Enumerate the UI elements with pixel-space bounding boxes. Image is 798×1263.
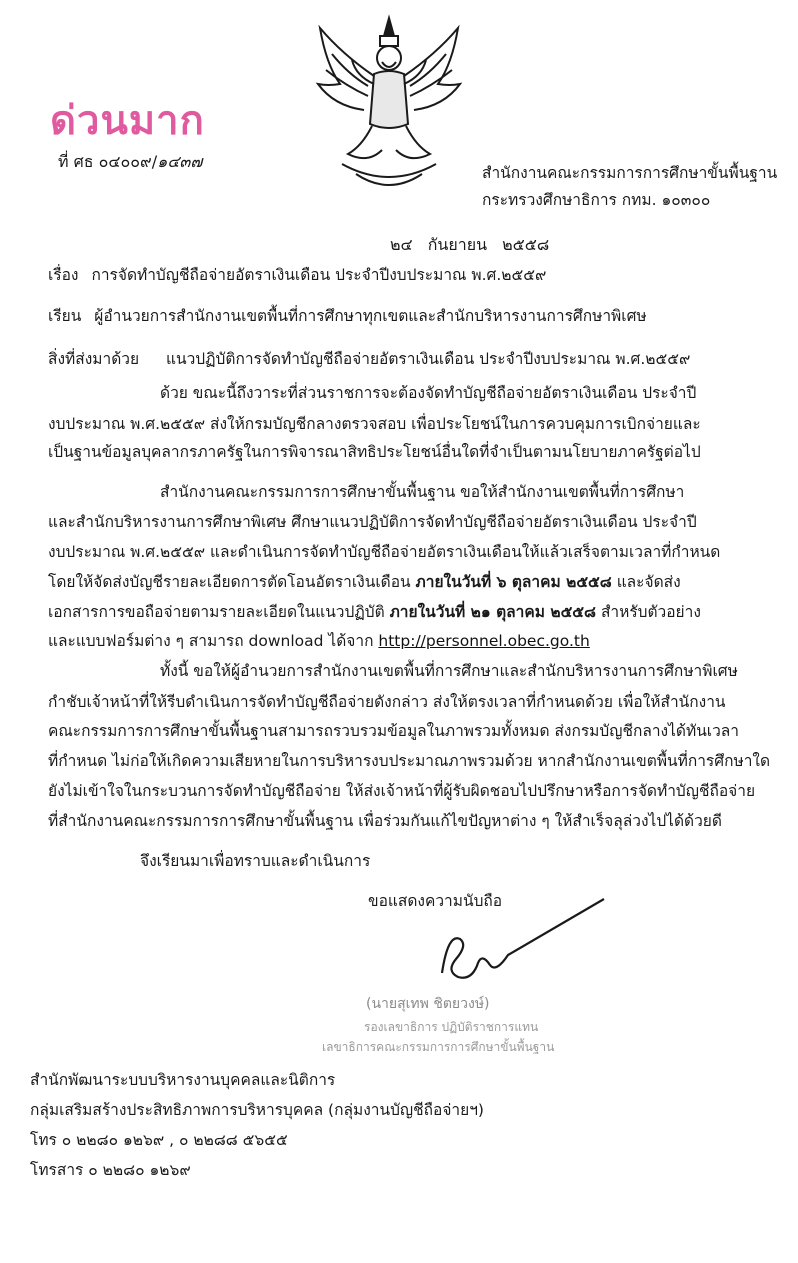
enclosure-line xyxy=(48,346,690,371)
enclosure-label: สิ่งที่ส่งมาด้วย xyxy=(48,350,140,368)
paragraph-1-line: ด้วย ขณะนี้ถึงวาระที่ส่วนราชการจะต้องจัดทำบัญชีถือจ่ายอัตราเงินเดือน ประจำปี xyxy=(160,384,697,402)
text-segment: และจัดส่ง xyxy=(616,573,681,591)
paragraph-3-line: คณะกรรมการการศึกษาขั้นพื้นฐานสามารถรวบรวมข้อมูลในภาพรวมทั้งหมด ส่งกรมบัญชีกลางได้ทันเวลา xyxy=(48,722,739,740)
agency-location: กระทรวงศึกษาธิการ กทม. ๑๐๓๐๐ xyxy=(482,191,711,209)
text-segment: และแบบฟอร์มต่าง ๆ สามารถ download ได้จาก xyxy=(48,632,374,650)
signer-title-1: รองเลขาธิการ ปฏิบัติราชการแทน xyxy=(364,1020,539,1034)
signer-title-2: เลขาธิการคณะกรรมการการศึกษาขั้นพื้นฐาน xyxy=(322,1040,555,1054)
paragraph-3-line: ที่สำนักงานคณะกรรมการการศึกษาขั้นพื้นฐาน เพื่อร่วมกันแก้ไขปัญหาต่าง ๆ ให้สำเร็จลุล่วงไปได้ด้วยดี xyxy=(48,812,722,830)
paragraph-3-line: ที่กำหนด ไม่ก่อให้เกิดความเสียหายในการบริหารงบประมาณภาพรวมด้วย หากสำนักงานเขตพื้นที่การศึกษาใด xyxy=(48,752,771,770)
paragraph-2-line: สำนักงานคณะกรรมการการศึกษาขั้นพื้นฐาน ขอให้สำนักงานเขตพื้นที่การศึกษา xyxy=(160,483,685,501)
letter-date: ๒๔ กันยายน ๒๕๕๘ xyxy=(390,235,550,254)
footer-group: กลุ่มเสริมสร้างประสิทธิภาพการบริหารบุคคล (กลุ่มงานบัญชีถือจ่ายฯ) xyxy=(30,1101,484,1119)
subject-text: การจัดทำบัญชีถือจ่ายอัตราเงินเดือน ประจำปีงบประมาณ พ.ศ.๒๕๕๙ xyxy=(91,266,547,284)
text-segment: สำหรับตัวอย่าง xyxy=(600,603,701,621)
paragraph-2-line xyxy=(48,569,681,594)
closing-request: จึงเรียนมาเพื่อทราบและดำเนินการ xyxy=(140,852,371,870)
urgent-stamp: ด่วนมาก xyxy=(50,98,205,144)
agency-name: สำนักงานคณะกรรมการการศึกษาขั้นพื้นฐาน xyxy=(482,164,778,182)
subject-label: เรื่อง xyxy=(48,266,79,284)
recipient-line xyxy=(48,303,647,328)
text-segment: โดยให้จัดส่งบัญชีรายละเอียดการตัดโอนอัตราเงินเดือน xyxy=(48,573,411,591)
garuda-emblem-icon xyxy=(312,14,466,196)
footer-office: สำนักพัฒนาระบบบริหารงานบุคคลและนิติการ xyxy=(30,1071,336,1089)
document-number-prefix: ที่ ศธ ๐๔๐๐๙/ xyxy=(58,152,158,171)
paragraph-2-line: งบประมาณ พ.ศ.๒๕๕๙ และดำเนินการจัดทำบัญชีถือจ่ายอัตราเงินเดือนให้แล้วเสร็จตามเวลาที่กำหนด xyxy=(48,543,721,561)
agency-address xyxy=(482,160,777,214)
document-number-handwritten: ๑๔๓๗ xyxy=(157,152,203,171)
closing-regards: ขอแสดงความนับถือ xyxy=(368,892,503,910)
text-segment: เอกสารการขอถือจ่ายตามรายละเอียดในแนวปฏิบัติ xyxy=(48,603,385,621)
deadline-1: ภายในวันที่ ๖ ตุลาคม ๒๕๕๘ xyxy=(415,573,612,591)
deadline-2: ภายในวันที่ ๒๑ ตุลาคม ๒๕๕๘ xyxy=(389,603,596,621)
paragraph-3-line: ทั้งนี้ ขอให้ผู้อำนวยการสำนักงานเขตพื้นที่การศึกษาและสำนักบริหารงานการศึกษาพิเศษ xyxy=(160,662,738,680)
recipient-label: เรียน xyxy=(48,307,82,325)
footer-fax: โทรสาร ๐ ๒๒๘๐ ๑๒๖๙ xyxy=(30,1161,191,1179)
subject-line xyxy=(48,262,546,287)
signature-icon xyxy=(438,893,608,993)
paragraph-3-line: กำชับเจ้าหน้าที่ให้รีบดำเนินการจัดทำบัญชีถือจ่ายดังกล่าว ส่งให้ตรงเวลาที่กำหนดด้วย เพื่อให้สำนักงาน xyxy=(48,693,726,711)
recipient-text: ผู้อำนวยการสำนักงานเขตพื้นที่การศึกษาทุกเขตและสำนักบริหารงานการศึกษาพิเศษ xyxy=(94,307,647,325)
paragraph-2-line: และสำนักบริหารงานการศึกษาพิเศษ ศึกษาแนวปฏิบัติการจัดทำบัญชีถือจ่ายอัตราเงินเดือน ประจำปี xyxy=(48,513,697,531)
personnel-website-link[interactable]: http://personnel.obec.go.th xyxy=(378,632,590,650)
paragraph-2-line xyxy=(48,599,701,624)
paragraph-1-line: เป็นฐานข้อมูลบุคลากรภาครัฐในการพิจารณาสิทธิประโยชน์อื่นใดที่จำเป็นตามนโยบายภาครัฐต่อไป xyxy=(48,443,701,461)
footer-phone: โทร ๐ ๒๒๘๐ ๑๒๖๙ , ๐ ๒๒๘๘ ๕๖๕๕ xyxy=(30,1131,288,1149)
paragraph-3-line: ยังไม่เข้าใจในกระบวนการจัดทำบัญชีถือจ่าย ให้ส่งเจ้าหน้าที่ผู้รับผิดชอบไปปรึกษาหรือการจัดทำบัญชีถือจ่าย xyxy=(48,782,756,800)
paragraph-1-line: งบประมาณ พ.ศ.๒๕๕๙ ส่งให้กรมบัญชีกลางตรวจสอบ เพื่อประโยชน์ในการควบคุมการเบิกจ่ายและ xyxy=(48,415,701,433)
signer-name: (นายสุเทพ ชิตยวงษ์) xyxy=(366,996,490,1012)
paragraph-2-line xyxy=(48,628,590,653)
enclosure-text: แนวปฏิบัติการจัดทำบัญชีถือจ่ายอัตราเงินเดือน ประจำปีงบประมาณ พ.ศ.๒๕๕๙ xyxy=(166,350,691,368)
document-number xyxy=(58,150,202,175)
